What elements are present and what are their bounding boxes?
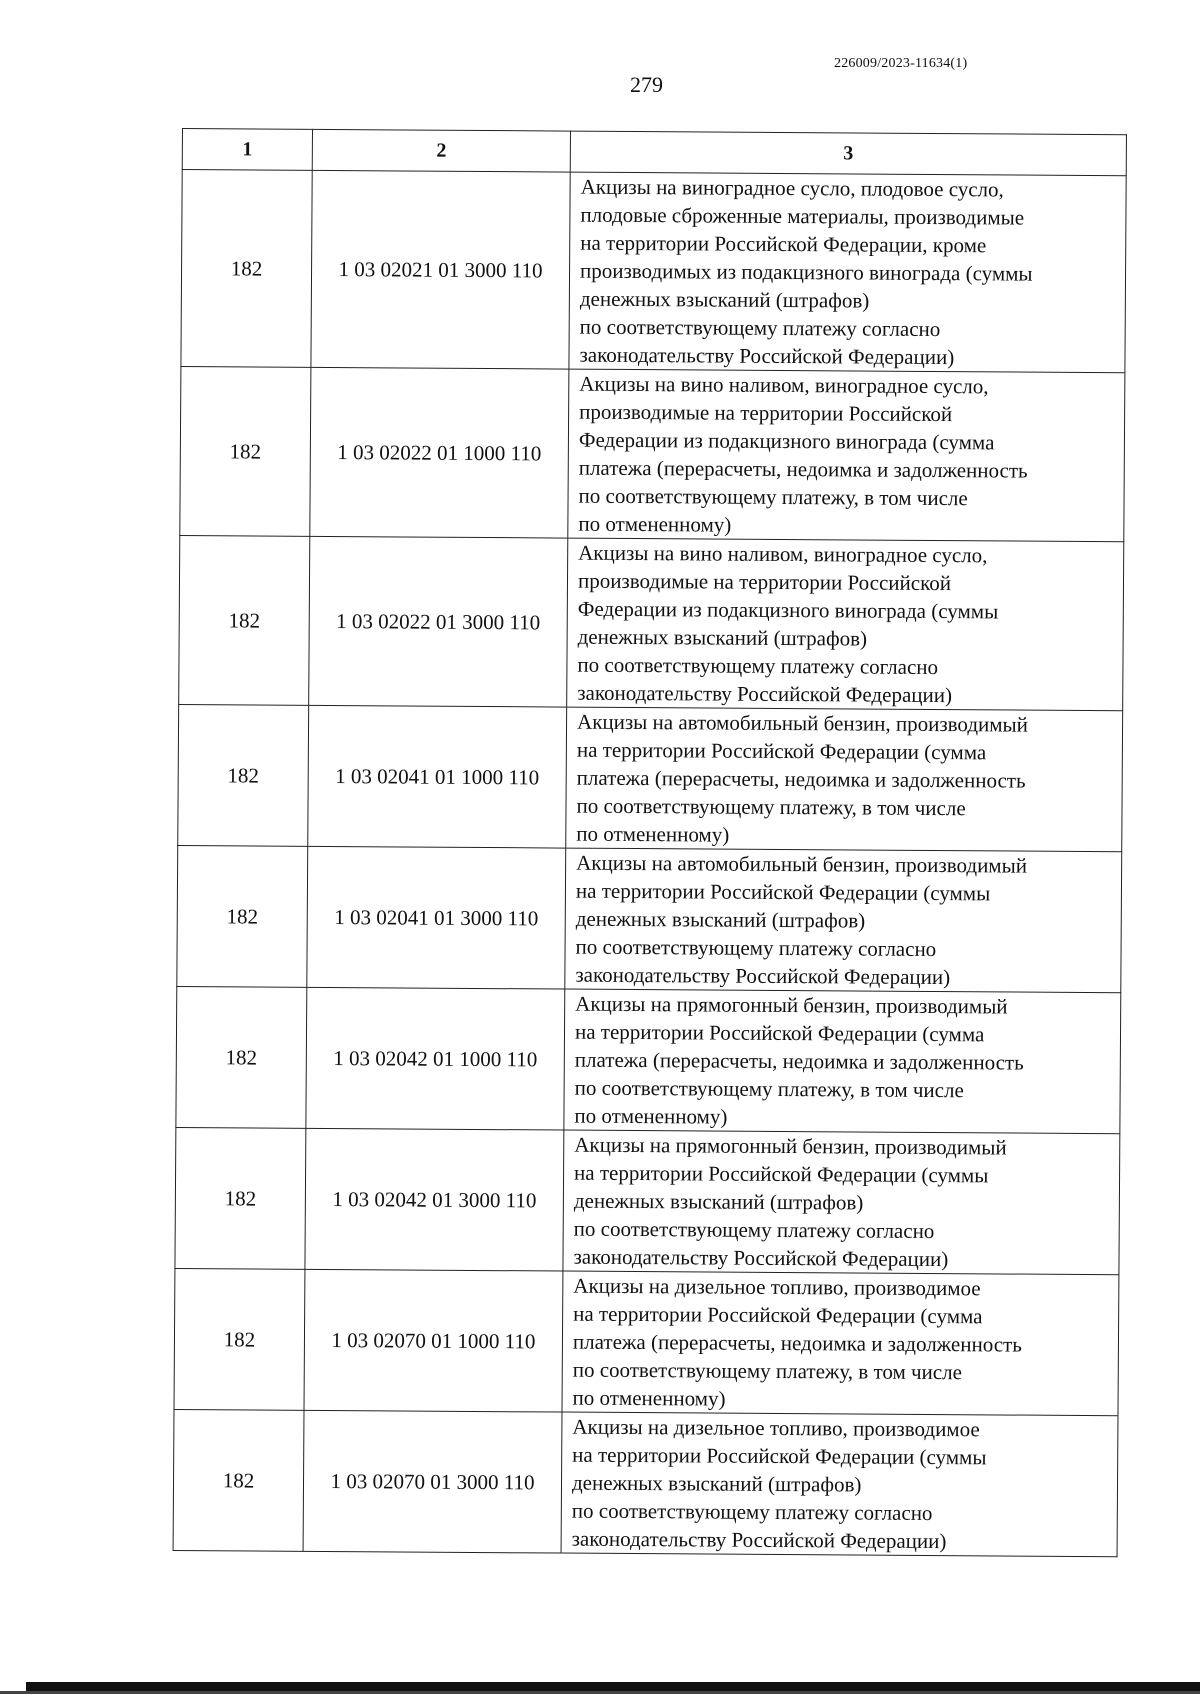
description-line: денежных взысканий (штрафов) [579,286,870,313]
description-line: законодательству Российской Федерации) [573,1244,949,1272]
description-line: производимые на территории Российской [579,399,953,427]
table-row [178,704,1123,851]
description-line: на территории Российской Федерации (суммы [574,1160,989,1188]
description-line: по соответствующему платежу, в том числе [574,1075,964,1103]
budget-classification-code-cell: 1 03 02022 01 3000 110 [309,536,568,707]
budget-classification-code-cell: 1 03 02041 01 3000 110 [307,846,566,989]
description-line: по соответствующему платежу согласно [575,934,937,962]
description-line: Акцизы на вино наливом, виноградное сусло, [578,540,988,568]
admin-code-cell: 182 [176,986,307,1128]
description-line: по отмененному) [572,1385,726,1411]
description-line: на территории Российской Федерации, кроме [580,230,987,258]
table-row [173,1409,1118,1556]
budget-classification-code-cell: 1 03 02021 01 3000 110 [311,170,570,369]
description-line: платежа (перерасчеты, недоимка и задолженность [574,1047,1024,1075]
description-line: Акцизы на автомобильный бензин, производимый [576,709,1029,737]
admin-code-cell: 182 [178,704,309,846]
description-line: Акцизы на прямогонный бензин, производимый [575,991,1008,1019]
description-line: законодательству Российской Федерации) [571,1526,947,1554]
budget-classification-code-cell: 1 03 02042 01 1000 110 [306,987,565,1130]
description-line: на территории Российской Федерации (суммы [575,878,991,906]
admin-code-cell: 182 [173,1409,304,1551]
description-line: Акцизы на прямогонный бензин, производимый [574,1132,1007,1160]
table-body [173,170,1126,1557]
description-line: платежа (перерасчеты, недоимка и задолженность [578,455,1028,483]
admin-code-cell: 182 [181,170,312,368]
table-row [180,366,1125,541]
revenue-description-cell [563,1130,1120,1275]
description-line: по соответствующему платежу, в том числе [572,1357,963,1385]
description-line: денежных взысканий (штрафов) [575,906,866,933]
description-line: Акцизы на дизельное топливо, производимое [572,1414,980,1442]
description-line: на территории Российской Федерации (суммы [572,1442,987,1470]
table-row [179,535,1124,710]
description-line: денежных взысканий (штрафов) [577,624,868,651]
description-line: Акцизы на виноградное сусло, плодовое сусло, [580,174,1004,202]
scan-bottom-border [26,1682,1200,1691]
description-line: Федерации из подакцизного винограда (суммы [577,596,999,624]
budget-classification-code-cell: 1 03 02070 01 3000 110 [303,1410,562,1553]
description-line: производимые на территории Российской [577,568,952,596]
revenue-description-cell [568,369,1125,542]
document-number: 226009/2023-11634(1) [834,56,968,71]
description-line: по соответствующему платежу согласно [571,1498,933,1526]
description-line: платежа (перерасчеты, недоимка и задолженность [576,765,1026,793]
admin-code-cell: 182 [175,1127,306,1269]
description-line: по соответствующему платежу, в том числе [578,483,968,511]
description-line: Акцизы на автомобильный бензин, производимый [576,850,1028,878]
budget-classification-code-cell: 1 03 02022 01 1000 110 [310,367,569,538]
admin-code-cell: 182 [177,845,308,987]
revenue-description-cell [565,848,1122,993]
description-line: платежа (перерасчеты, недоимка и задолженность [572,1329,1022,1357]
column-header-3: 3 [570,131,1126,176]
page-number: 279 [630,72,663,97]
description-line: по соответствующему платежу, в том числе [576,793,966,821]
description-line: законодательству Российской Федерации) [579,342,955,370]
description-line: законодательству Российской Федерации) [575,962,951,990]
description-line: денежных взысканий (штрафов) [571,1470,862,1497]
description-line: Акцизы на дизельное топливо, производимое [573,1273,981,1301]
revenue-description-cell [566,707,1123,852]
budget-codes-table [173,128,1127,1557]
budget-classification-code-cell: 1 03 02042 01 3000 110 [305,1128,564,1271]
revenue-description-cell [562,1271,1119,1416]
budget-classification-code-cell: 1 03 02041 01 1000 110 [308,705,567,848]
table-row [175,1127,1120,1274]
description-line: по отмененному) [574,1103,728,1129]
revenue-description-cell [569,172,1126,373]
description-line: производимых из подакцизного винограда (суммы [579,258,1033,286]
description-line: по соответствующему платежу согласно [573,1216,935,1244]
description-line: Акцизы на вино наливом, виноградное сусло, [579,371,989,399]
column-header-2: 2 [312,129,570,172]
revenue-description-cell [564,989,1121,1134]
description-line: по отмененному) [578,511,732,537]
description-line: по соответствующему платежу согласно [579,314,941,342]
revenue-description-cell [567,538,1124,711]
description-line: по отмененному) [576,821,730,847]
column-header-1: 1 [182,129,312,171]
header-row [182,129,1126,176]
revenue-description-cell [561,1412,1118,1557]
description-line: денежных взысканий (штрафов) [573,1188,864,1215]
description-line: законодательству Российской Федерации) [577,680,953,708]
admin-code-cell: 182 [179,535,310,705]
table-header [182,129,1126,176]
scan-bottom-border-thin [0,1691,1200,1694]
table-row [181,170,1126,373]
table-row [174,1268,1119,1415]
description-line: на территории Российской Федерации (сумма [573,1301,983,1329]
description-line: плодовые сброженные материалы, производимые [580,202,1025,230]
table-row [177,845,1122,992]
budget-classification-code-cell: 1 03 02070 01 1000 110 [304,1269,563,1412]
budget-codes-table-wrapper [173,128,1126,1557]
description-line: по соответствующему платежу согласно [577,652,939,680]
description-line: на территории Российской Федерации (сумма [576,737,987,765]
admin-code-cell: 182 [174,1268,305,1410]
description-line: на территории Российской Федерации (сумма [574,1019,985,1047]
table-row [176,986,1121,1133]
admin-code-cell: 182 [180,366,311,536]
description-line: Федерации из подакцизного винограда (сумма [578,427,995,455]
